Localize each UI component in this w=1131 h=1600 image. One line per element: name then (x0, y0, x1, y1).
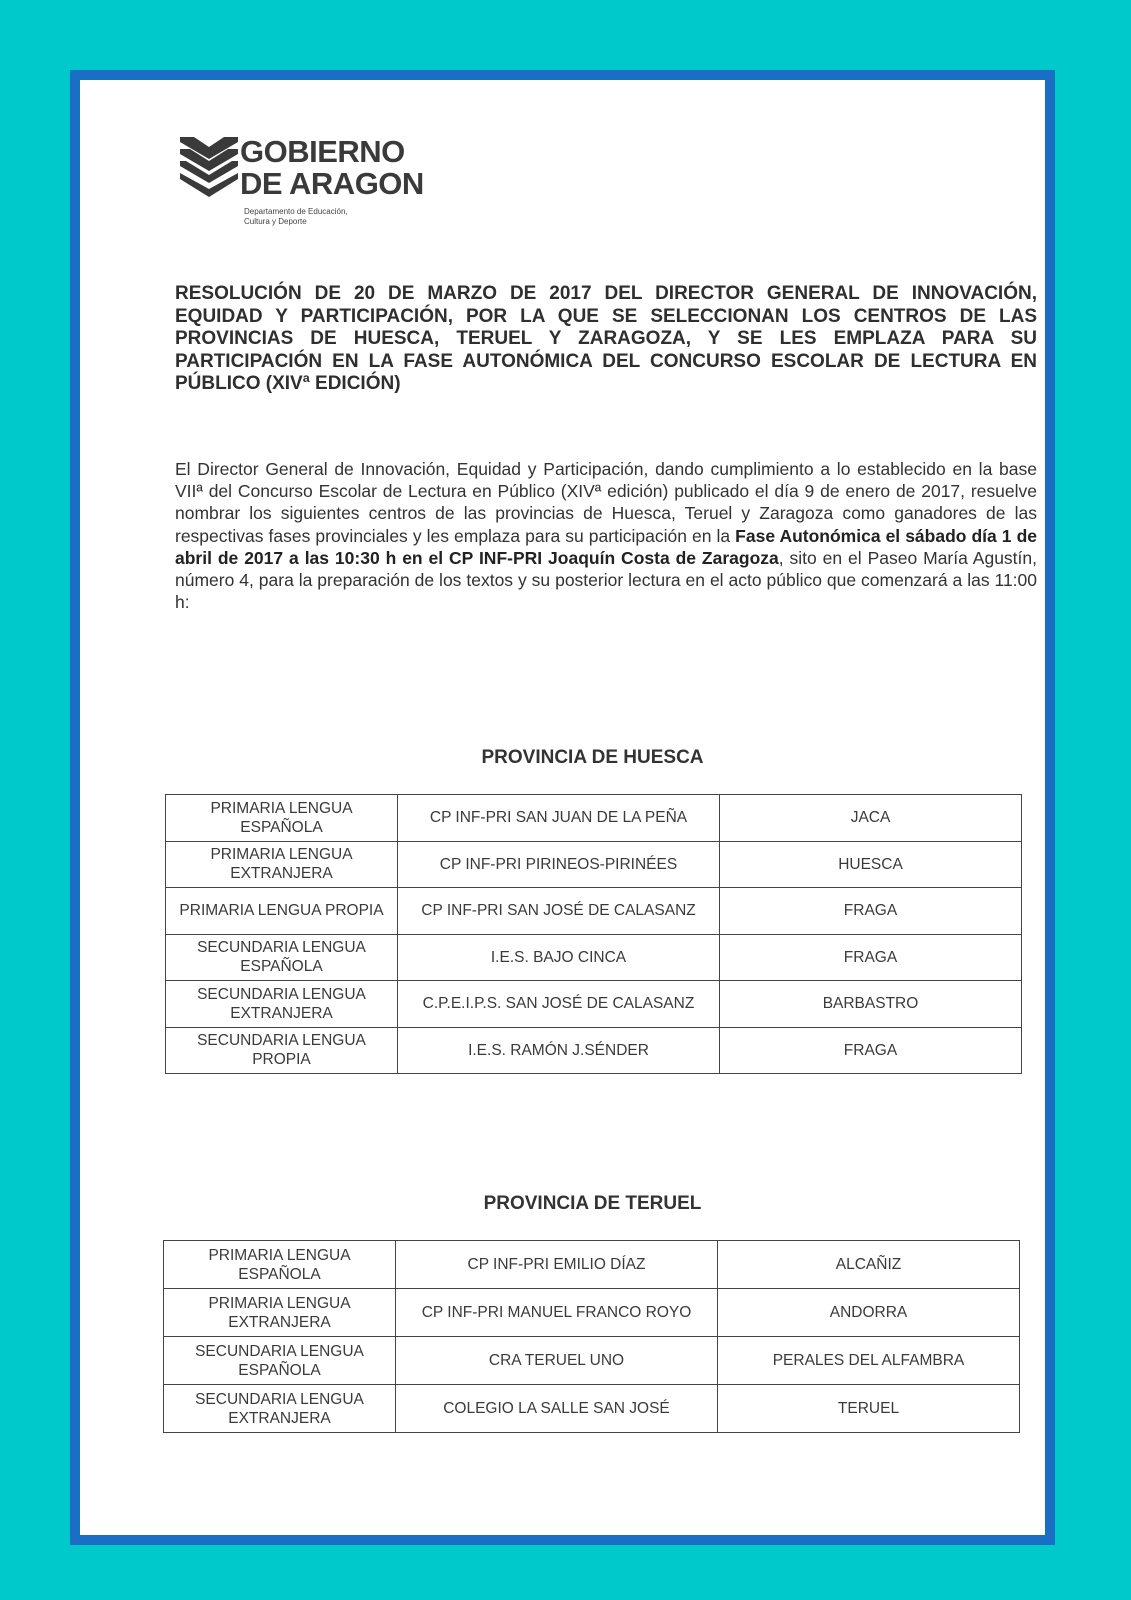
category-cell: SECUNDARIA LENGUA EXTRANJERA (166, 981, 398, 1028)
intro-text-part2: , sito en el Paseo María Agustín, número 4, para la preparación de los textos y su posterior lectura en el acto público que comenzará a las 11:00 h: (175, 547, 1037, 613)
aragon-emblem-icon (180, 137, 238, 199)
table-row (164, 1337, 1020, 1385)
table-row (164, 1385, 1020, 1433)
document-page (80, 80, 1045, 1535)
town-cell: ALCAÑIZ (718, 1241, 1020, 1289)
center-cell: CP INF-PRI MANUEL FRANCO ROYO (396, 1289, 718, 1337)
intro-text-bold: Fase Autonómica el sábado día 1 de abril de 2017 a las 10:30 h en el CP INF-PRI Joaquín Costa de Zaragoza (175, 525, 1037, 568)
resolution-title: RESOLUCIÓN DE 20 DE MARZO DE 2017 DEL DIRECTOR GENERAL DE INNOVACIÓN, EQUIDAD Y PARTICIPACIÓN, POR LA QUE SE SELECCIONAN LOS CENTROS DE LAS PROVINCIAS DE HUESCA, TERUEL Y ZARAGOZA, Y SE LES EMPLAZA PARA SU PARTICIPACIÓN EN LA FASE AUTONÓMICA DEL CONCURSO ESCOLAR DE LECTURA EN PÚBLICO (XIVª EDICIÓN) (175, 283, 1037, 394)
town-cell: TERUEL (718, 1385, 1020, 1433)
logo-line-aragon: DE ARAGON (240, 166, 424, 201)
town-cell: BARBASTRO (720, 981, 1022, 1028)
table-row (166, 888, 1022, 935)
center-cell: COLEGIO LA SALLE SAN JOSÉ (396, 1385, 718, 1433)
category-cell: PRIMARIA LENGUA ESPAÑOLA (164, 1241, 396, 1289)
center-cell: CRA TERUEL UNO (396, 1337, 718, 1385)
center-cell: CP INF-PRI SAN JOSÉ DE CALASANZ (398, 888, 720, 935)
huesca-heading: PROVINCIA DE HUESCA (481, 747, 704, 768)
town-cell: JACA (720, 795, 1022, 842)
category-cell: SECUNDARIA LENGUA ESPAÑOLA (166, 934, 398, 981)
intro-text-part1: El Director General de Innovación, Equidad y Participación, dando cumplimiento a lo establecido en la base VIIª del Concurso Escolar de Lectura en Público (XIVª edición) publicado el día 9 de enero de 2017, resuelve nombrar los siguientes centros de las provincias de Huesca, Teruel y Zaragoza como ganadores de las respectivas fases provinciales y les emplaza para su participación en la (175, 459, 1037, 546)
huesca-table (165, 794, 1022, 1074)
category-cell: PRIMARIA LENGUA EXTRANJERA (166, 841, 398, 888)
center-cell: I.E.S. BAJO CINCA (398, 934, 720, 981)
teruel-table (163, 1240, 1020, 1433)
center-cell: C.P.E.I.P.S. SAN JOSÉ DE CALASANZ (398, 981, 720, 1028)
logo-line-gobierno: GOBIERNO (240, 134, 405, 169)
category-cell: SECUNDARIA LENGUA PROPIA (166, 1027, 398, 1074)
table-row (166, 981, 1022, 1028)
category-cell: SECUNDARIA LENGUA ESPAÑOLA (164, 1337, 396, 1385)
center-cell: I.E.S. RAMÓN J.SÉNDER (398, 1027, 720, 1074)
table-row (166, 841, 1022, 888)
table-row (166, 934, 1022, 981)
center-cell: CP INF-PRI SAN JUAN DE LA PEÑA (398, 795, 720, 842)
category-cell: PRIMARIA LENGUA ESPAÑOLA (166, 795, 398, 842)
logo-department-line1: Departamento de Educación, (244, 207, 348, 216)
table-row (166, 1027, 1022, 1074)
gobierno-aragon-logo (180, 135, 440, 235)
town-cell: FRAGA (720, 888, 1022, 935)
teruel-heading: PROVINCIA DE TERUEL (483, 1193, 702, 1214)
table-row (164, 1289, 1020, 1337)
center-cell: CP INF-PRI EMILIO DÍAZ (396, 1241, 718, 1289)
town-cell: FRAGA (720, 934, 1022, 981)
town-cell: ANDORRA (718, 1289, 1020, 1337)
town-cell: HUESCA (720, 841, 1022, 888)
town-cell: FRAGA (720, 1027, 1022, 1074)
center-cell: CP INF-PRI PIRINEOS-PIRINÉES (398, 841, 720, 888)
table-row (164, 1241, 1020, 1289)
category-cell: PRIMARIA LENGUA EXTRANJERA (164, 1289, 396, 1337)
intro-paragraph (175, 458, 1037, 613)
table-row (166, 795, 1022, 842)
category-cell: PRIMARIA LENGUA PROPIA (166, 888, 398, 935)
logo-department-line2: Cultura y Deporte (244, 217, 307, 226)
category-cell: SECUNDARIA LENGUA EXTRANJERA (164, 1385, 396, 1433)
town-cell: PERALES DEL ALFAMBRA (718, 1337, 1020, 1385)
